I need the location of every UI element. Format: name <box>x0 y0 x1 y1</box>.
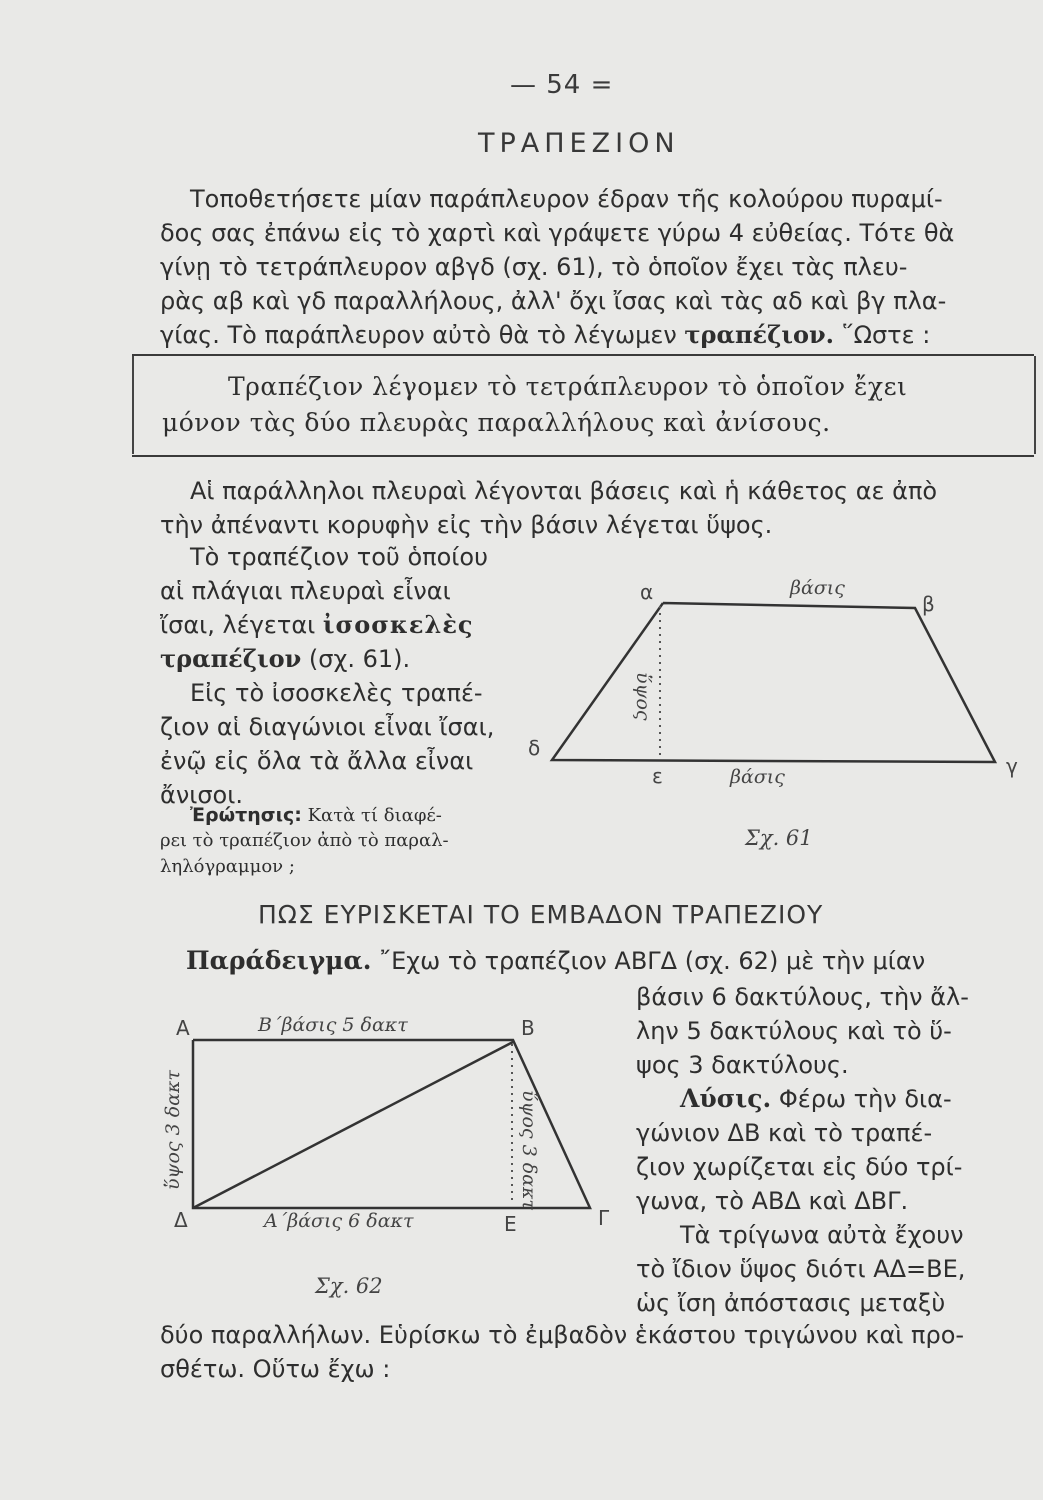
text-line: βάσιν 6 δακτύλους, τὴν ἄλ- <box>636 983 969 1011</box>
text-run: ἴσαι, λέγεται <box>160 611 316 639</box>
term-trapezion: τραπέζιον. <box>684 320 834 349</box>
fig62-label-E: Ε <box>504 1212 517 1236</box>
text-run: Κατὰ τί διαφέ- <box>307 805 442 826</box>
question-label: Ἐρώτησις: <box>190 804 302 826</box>
page-number: — 54 = <box>510 70 614 100</box>
section-title: ΠΩΣ ΕΥΡΙΣΚΕΤΑΙ ΤΟ ΕΜΒΑΔΟΝ ΤΡΑΠΕΖΙΟΥ <box>258 900 824 929</box>
text-line: Τὰ τρίγωνα αὐτὰ ἔχουν <box>680 1221 964 1249</box>
text-line: Αἱ παράλληλοι πλευραὶ λέγονται βάσεις καὶ ἡ κάθετος αε ἀπὸ <box>190 477 938 505</box>
fig62-label-G: Γ <box>598 1206 610 1230</box>
fig62-top-base-label: Β΄βάσις 5 δακτ <box>258 1014 408 1036</box>
fig62-bottom-base-label: Α΄βάσις 6 δακτ <box>264 1210 414 1232</box>
text-line: τὸ ἴδιον ὕψος διότι ΑΔ=ΒΕ, <box>636 1255 966 1283</box>
text-run: Φέρω τὴν δια- <box>778 1085 952 1113</box>
text-run: ῞Ωστε : <box>841 321 931 349</box>
text-line: τὴν ἀπέναντι κορυφὴν εἰς τὴν βάσιν λέγεται ὕψος. <box>160 511 773 539</box>
fig61-label-d: δ <box>528 736 541 760</box>
text-line: δύο παραλλήλων. Εὑρίσκω τὸ ἐμβαδὸν ἑκάστου τριγώνου καὶ προ- <box>160 1321 965 1349</box>
text-line: ρὰς αβ καὶ γδ παραλλήλους, ἀλλ' ὄχι ἴσας καὶ τὰς αδ καὶ βγ πλα- <box>160 287 947 315</box>
fig61-label-a: α <box>640 580 654 604</box>
text-line: δος σας ἐπάνω εἰς τὸ χαρτὶ καὶ γράψετε γύρω 4 εὐθείας. Τότε θὰ <box>160 219 955 247</box>
text-run: ῎Εχω τὸ τραπέζιον ΑΒΓΔ (σχ. 62) μὲ τὴν μίαν <box>379 947 926 975</box>
fig62-label-D: Δ <box>174 1208 188 1232</box>
text-line: γωνα, τὸ ΑΒΔ καὶ ΔΒΓ. <box>636 1187 909 1215</box>
fig61-label-g: γ <box>1006 754 1018 778</box>
fig62-caption: Σχ. 62 <box>315 1274 383 1298</box>
page-title: ΤΡΑΠΕΖΙΟΝ <box>478 128 680 159</box>
fig61-label-b: β <box>922 592 935 616</box>
text-line: Εἰς τὸ ἰσοσκελὲς τραπέ- <box>190 679 483 707</box>
text-line: ζιον αἱ διαγώνιοι εἶναι ἴσαι, <box>160 713 495 741</box>
text-line: ζιον χωρίζεται εἰς δύο τρί- <box>636 1153 963 1181</box>
fig61-height-label: ὕψος <box>632 672 654 721</box>
text-line: Τοποθετήσετε μίαν παράπλευρον έδραν τῆς κολούρου πυραμί- <box>190 185 943 213</box>
fig62-label-A: Α <box>176 1016 190 1040</box>
fig61-caption: Σχ. 61 <box>745 826 813 850</box>
text-run: γίας. Τὸ παράπλευρον αὐτὸ θὰ τὸ λέγωμεν <box>160 321 677 349</box>
term-isoskeles: ἰσοσκελὲς <box>322 610 474 639</box>
example-label: Παράδειγμα. <box>186 946 372 975</box>
fig61-bottom-base-label: βάσις <box>730 766 785 788</box>
text-line: ἄνισοι. <box>160 781 243 809</box>
question-line: ληλόγραμμον ; <box>160 856 295 877</box>
term-trapezion-2: τραπέζιον <box>160 644 302 673</box>
text-line: λην 5 δακτύλους καὶ τὸ ὕ- <box>636 1017 952 1045</box>
solution-label: Λύσις. <box>680 1084 772 1113</box>
text-line: ψος 3 δακτύλους. <box>636 1051 849 1079</box>
text-line: Τὸ τραπέζιον τοῦ ὁποίου <box>190 543 488 571</box>
fig62-label-B: Β <box>521 1016 535 1040</box>
diagonal-db <box>193 1042 513 1208</box>
text-line: ὡς ἴση ἀπόστασις μεταξὺ <box>636 1289 946 1317</box>
fig61-top-base-label: βάσις <box>790 577 845 599</box>
fig62-left-height-label: ὕψος 3 δακτ <box>162 1070 184 1190</box>
text-line: αἱ πλάγιαι πλευραὶ εἶναι <box>160 577 451 605</box>
definition-line-2: μόνον τὰς δύο πλευρὰς παραλλήλους καὶ ἀνίσους. <box>162 408 831 437</box>
question-line: ρει τὸ τραπέζιον ἀπὸ τὸ παραλ- <box>160 830 449 851</box>
fig62-right-height-label: ὕψος 3 δακτ <box>518 1090 540 1210</box>
definition-line-1: Τραπέζιον λέγομεν τὸ τετράπλευρον τὸ ὁποῖον ἔχει <box>228 372 908 401</box>
text-line: γώνιον ΔΒ καὶ τὸ τραπέ- <box>636 1119 933 1147</box>
text-run: (σχ. 61). <box>308 645 411 673</box>
text-line: σθέτω. Οὕτω ἔχω : <box>160 1355 391 1383</box>
text-line: ἐνῷ εἰς ὅλα τὰ ἄλλα εἶναι <box>160 747 474 775</box>
text-line: γίνῃ τὸ τετράπλευρον αβγδ (σχ. 61), τὸ ὁποῖον ἔχει τὰς πλευ- <box>160 253 908 281</box>
fig61-label-e: ε <box>652 764 663 788</box>
